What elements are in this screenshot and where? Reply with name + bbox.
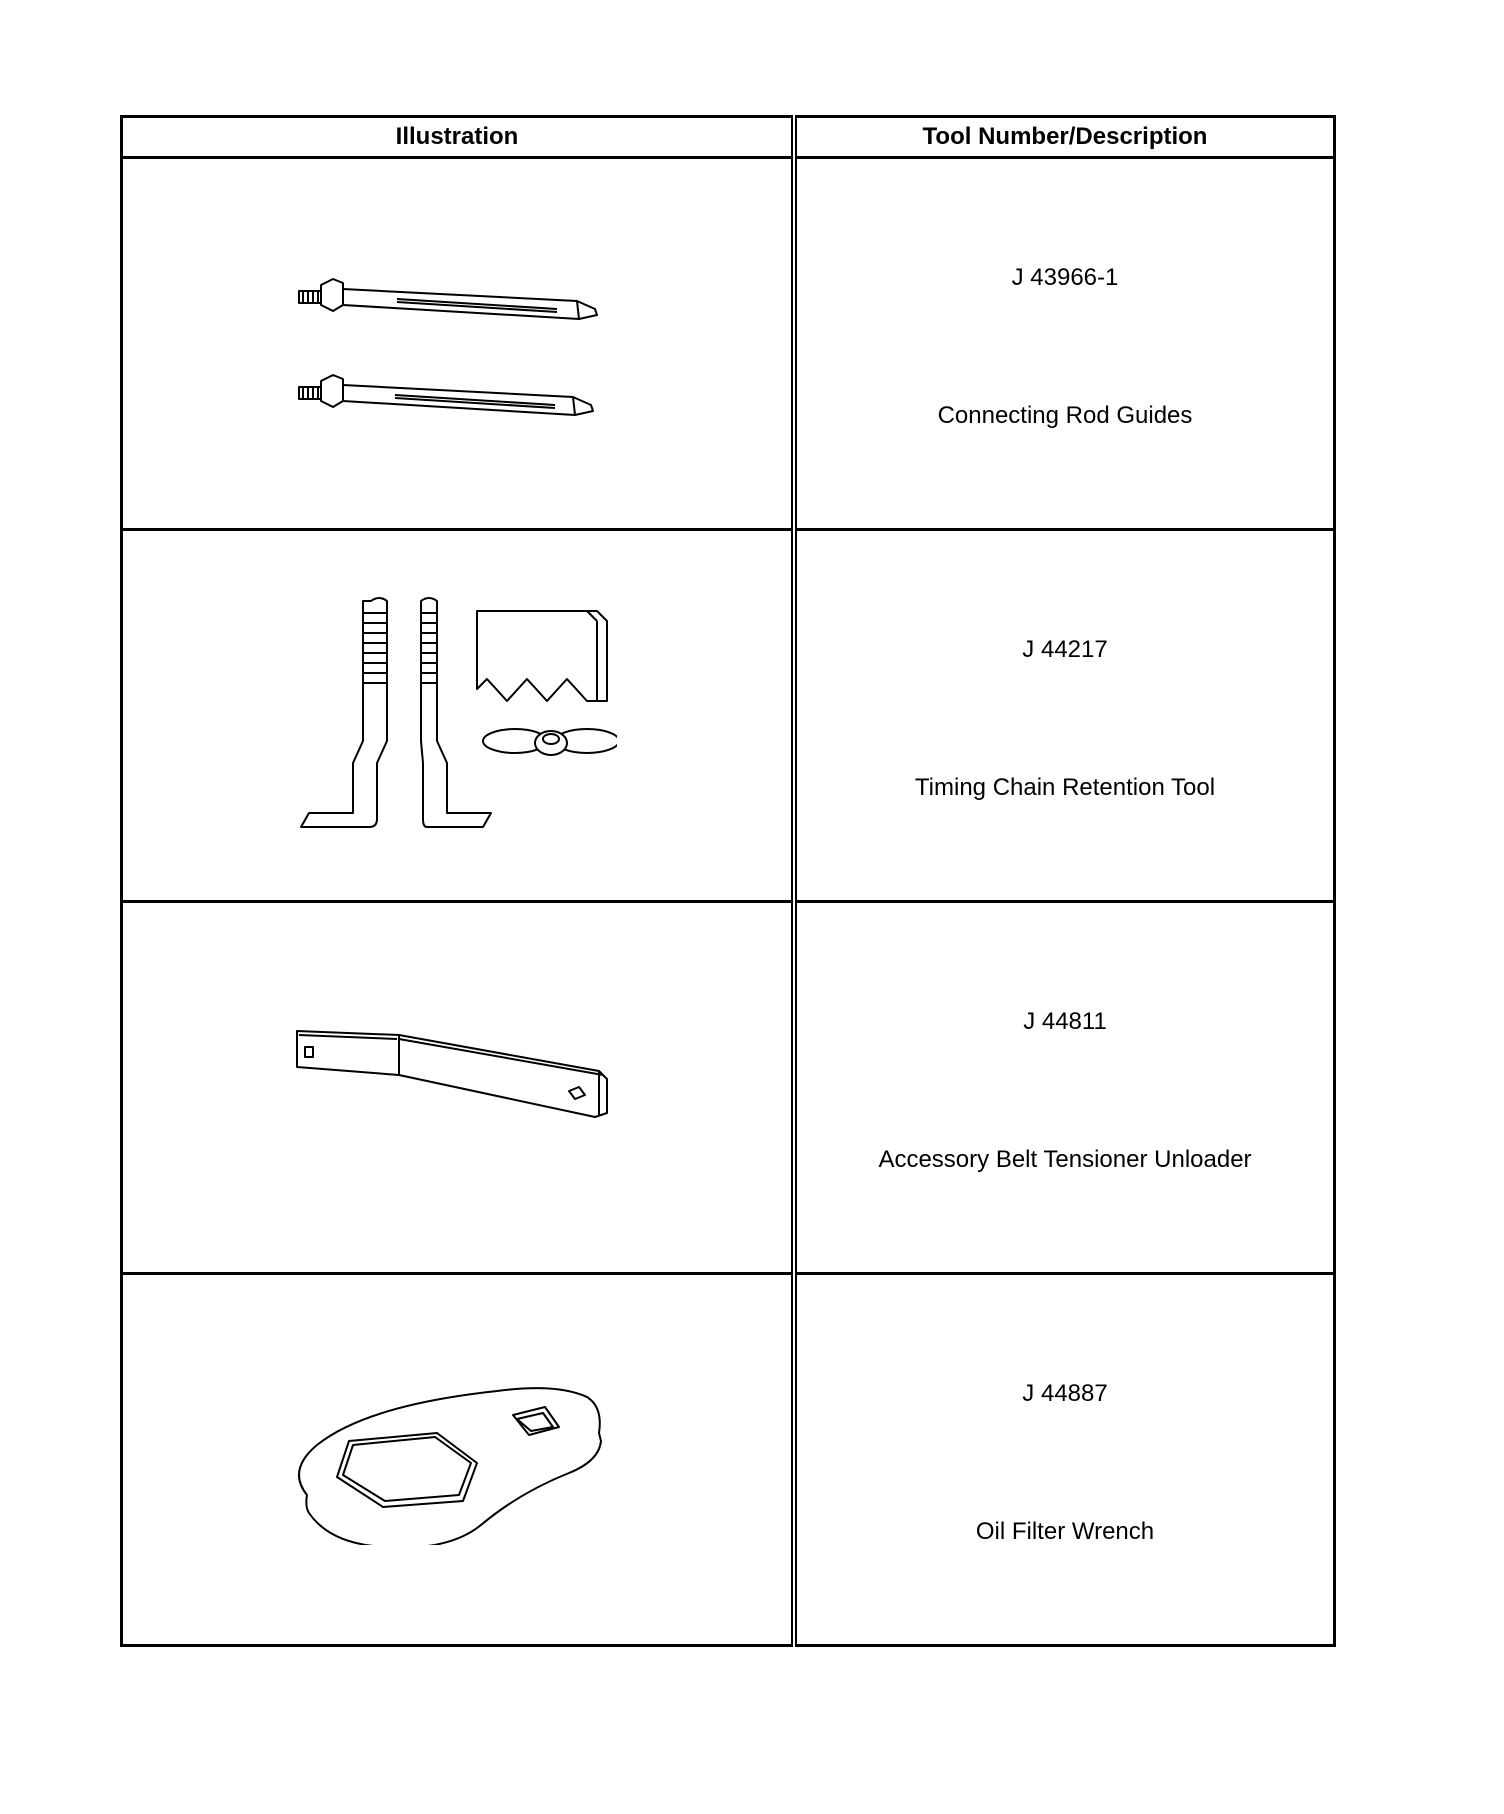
description-cell xyxy=(794,158,1335,530)
illustration-cell xyxy=(122,902,795,1274)
connecting-rod-guides-illustration xyxy=(287,239,627,449)
tool-number: J 44887 xyxy=(1022,1379,1108,1407)
tool-number: J 44217 xyxy=(1022,635,1108,663)
table-header-row xyxy=(122,117,1335,158)
wing-nut xyxy=(483,729,617,755)
rod-guide-lower xyxy=(299,375,593,415)
illustration-cell xyxy=(122,1274,795,1646)
tool-number: J 44811 xyxy=(1023,1007,1107,1035)
description-cell xyxy=(794,530,1335,902)
special-tools-table xyxy=(120,115,1336,1647)
illustration-cell xyxy=(122,158,795,530)
retention-block xyxy=(477,611,607,701)
timing-chain-retention-tool-illustration xyxy=(297,591,617,841)
belt-tensioner-unloader-illustration xyxy=(287,1023,627,1153)
tool-description: Timing Chain Retention Tool xyxy=(914,773,1216,801)
rod-guide-upper xyxy=(299,279,597,319)
tool-description: Oil Filter Wrench xyxy=(975,1517,1155,1545)
header-illustration: Illustration xyxy=(122,117,795,158)
table-row xyxy=(122,530,1335,902)
description-cell xyxy=(794,1274,1335,1646)
tool-number: J 43966-1 xyxy=(1011,263,1119,291)
retention-bolt-left xyxy=(301,598,387,827)
table-row xyxy=(122,902,1335,1274)
table-row xyxy=(122,1274,1335,1646)
oil-filter-wrench-illustration xyxy=(287,1375,627,1545)
header-tool-number-description: Tool Number/Description xyxy=(794,117,1335,158)
table-row xyxy=(122,158,1335,530)
description-cell xyxy=(794,902,1335,1274)
tool-description: Connecting Rod Guides xyxy=(937,401,1193,429)
illustration-cell xyxy=(122,530,795,902)
tool-description: Accessory Belt Tensioner Unloader xyxy=(878,1145,1252,1173)
